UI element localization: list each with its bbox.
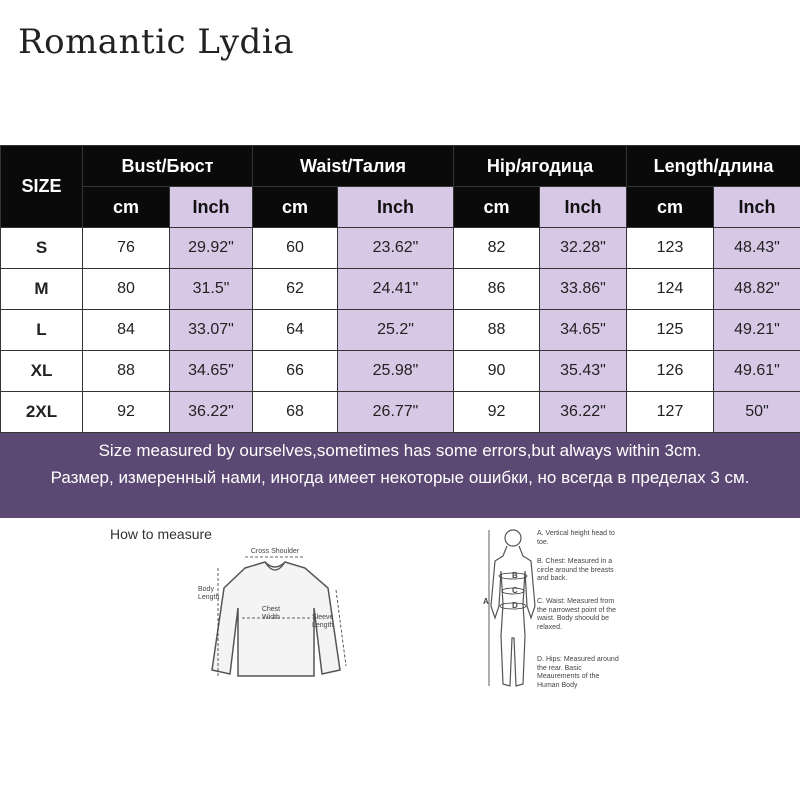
size-header: SIZE	[1, 146, 83, 228]
table-cell: 50"	[714, 392, 800, 433]
table-cell: 124	[627, 269, 714, 310]
unit-inch: Inch	[714, 187, 800, 228]
table-unit-row	[1, 187, 800, 228]
table-cell: 92	[454, 392, 540, 433]
table-cell: 66	[253, 351, 338, 392]
table-cell: 24.41"	[338, 269, 454, 310]
body-length-label: Body Length	[198, 586, 220, 601]
table-cell: 82	[454, 228, 540, 269]
table-cell: 32.28"	[540, 228, 627, 269]
table-cell: 29.92"	[170, 228, 253, 269]
table-cell: 26.77"	[338, 392, 454, 433]
table-cell: 126	[627, 351, 714, 392]
table-header-row	[1, 146, 800, 187]
table-cell: 35.43"	[540, 351, 627, 392]
table-row	[1, 228, 800, 269]
sleeve-length-label: Sleeve Length	[312, 614, 334, 629]
table-cell: 127	[627, 392, 714, 433]
unit-inch: Inch	[170, 187, 253, 228]
table-cell: 49.21"	[714, 310, 800, 351]
table-cell: 123	[627, 228, 714, 269]
table-cell: 34.65"	[540, 310, 627, 351]
body-measure-figure	[485, 526, 540, 696]
table-cell: 33.86"	[540, 269, 627, 310]
size-chart-table	[0, 145, 800, 433]
table-row	[1, 310, 800, 351]
waist-header: Waist/Талия	[253, 146, 454, 187]
table-cell: 25.2"	[338, 310, 454, 351]
table-row	[1, 351, 800, 392]
size-cell: 2XL	[1, 392, 83, 433]
table-cell: 25.98"	[338, 351, 454, 392]
unit-cm: cm	[454, 187, 540, 228]
table-cell: 48.43"	[714, 228, 800, 269]
table-cell: 86	[454, 269, 540, 310]
unit-inch: Inch	[540, 187, 627, 228]
figure-letter-b: B	[512, 571, 518, 580]
table-cell: 62	[253, 269, 338, 310]
note-hips: D. Hips: Measured around the rear. Basic Meaurements of the Human Body	[537, 656, 619, 689]
size-cell: S	[1, 228, 83, 269]
table-cell: 88	[83, 351, 170, 392]
notice-text-ru: Размер, измеренный нами, иногда имеет некоторые ошибки, но всегда в пределах 3 см.	[50, 468, 750, 487]
unit-cm: cm	[253, 187, 338, 228]
table-cell: 36.22"	[540, 392, 627, 433]
table-cell: 31.5"	[170, 269, 253, 310]
note-height: A. Vertical height head to toe.	[537, 530, 615, 546]
table-cell: 88	[454, 310, 540, 351]
notice-text-en: Size measured by ourselves,sometimes has some errors,but always within 3cm.	[98, 441, 702, 460]
table-cell: 33.07"	[170, 310, 253, 351]
brand-logo: Romantic Lydia	[18, 22, 294, 62]
table-cell: 48.82"	[714, 269, 800, 310]
measurement-notice	[0, 433, 800, 518]
how-to-measure-title: How to measure	[110, 526, 212, 542]
table-cell: 92	[83, 392, 170, 433]
table-cell: 34.65"	[170, 351, 253, 392]
bust-header: Bust/Бюст	[83, 146, 253, 187]
table-cell: 60	[253, 228, 338, 269]
table-cell: 64	[253, 310, 338, 351]
note-chest: B. Chest: Measured in a circle around the breasts and back.	[537, 558, 614, 582]
table-cell: 36.22"	[170, 392, 253, 433]
size-cell: M	[1, 269, 83, 310]
table-row	[1, 392, 800, 433]
table-cell: 90	[454, 351, 540, 392]
unit-cm: cm	[627, 187, 714, 228]
table-cell: 68	[253, 392, 338, 433]
table-cell: 23.62"	[338, 228, 454, 269]
chest-width-label: Chest Width	[261, 606, 281, 621]
table-cell: 49.61"	[714, 351, 800, 392]
size-cell: L	[1, 310, 83, 351]
table-row	[1, 269, 800, 310]
size-cell: XL	[1, 351, 83, 392]
figure-letter-a: A	[483, 597, 489, 606]
figure-letter-c: C	[512, 586, 518, 595]
note-waist: C. Waist: Measured from the narrowest point of the waist. Body shoould be relaxed.	[537, 598, 616, 631]
figure-letter-d: D	[512, 601, 518, 610]
cross-shoulder-label: Cross Shoulder	[250, 548, 300, 555]
table-cell: 125	[627, 310, 714, 351]
unit-inch: Inch	[338, 187, 454, 228]
length-header: Length/длина	[627, 146, 800, 187]
table-cell: 76	[83, 228, 170, 269]
table-cell: 84	[83, 310, 170, 351]
table-cell: 80	[83, 269, 170, 310]
unit-cm: cm	[83, 187, 170, 228]
how-to-measure-section	[0, 518, 800, 800]
hip-header: Hip/ягодица	[454, 146, 627, 187]
